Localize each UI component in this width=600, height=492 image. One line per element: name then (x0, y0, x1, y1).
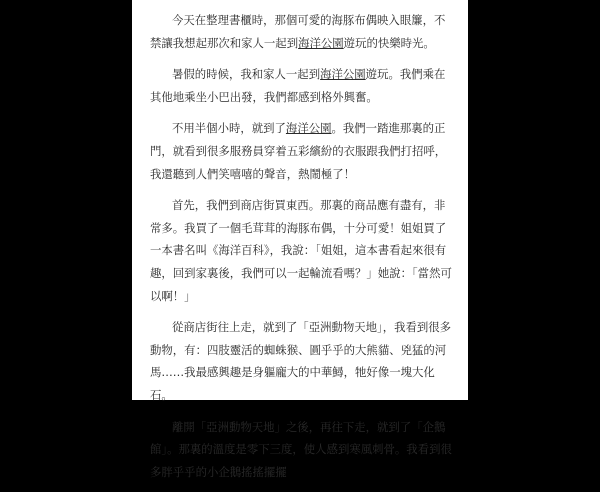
paragraph-text: 不用半個小時，就到了 (172, 121, 286, 136)
paragraph-text: 從商店街往上走，就到了「亞洲動物天地」，我看到很多動物，有：四肢靈活的蜘蛛猴、圓乎乎的大熊貓、兇猛的河馬……我最感興趣是身軀龐大的中華鱘，牠好像一塊大化石。 (150, 320, 452, 402)
ocean-park-link[interactable]: 海洋公園 (320, 67, 366, 82)
paragraph-text: 遊玩的快樂時光。 (343, 35, 435, 50)
paragraph-text: 首先，我們到商店街買東西。那裏的商品應有盡有，非常多。我買了一個毛茸茸的海豚布偶，十分可愛！姐姐買了一本書名叫《海洋百科》，我說：「姐姐，這本書看起來很有趣，回到家裏後，我們可以一起輪流看嗎？」她說：「當然可以啊！」 (150, 198, 452, 303)
paragraph (150, 9, 452, 54)
paragraph-text: 離開「亞洲動物天地」之後，再往下走，就到了「企鵝館」。那裏的溫度是零下三度，使人感到寒風刺骨。我看到很多胖乎乎的小企鵝搖搖擺擺 (150, 419, 452, 479)
paragraph (150, 117, 452, 185)
paragraph-text: 遊玩。我們乘在其他地乘坐小巴出發，我們都感到格外興奮。 (150, 67, 446, 104)
paragraph (150, 63, 452, 108)
document-page (132, 0, 468, 479)
ocean-park-link[interactable]: 海洋公園 (285, 121, 332, 136)
paragraph-text: 。我們一踏進那裏的正門，就看到很多服務員穿着五彩繽紛的衣服跟我們打招呼，我還聽到人們笑嘻嘻的聲音，熱鬧極了！ (150, 121, 447, 181)
paragraph (150, 416, 452, 484)
ocean-park-link[interactable]: 海洋公園 (298, 35, 344, 50)
paragraph-text: 暑假的時候，我和家人一起到 (172, 67, 321, 82)
paragraph-text: 今天在整理書櫃時，那個可愛的海豚布偶映入眼簾，不禁讓我想起那次和家人一起到 (150, 13, 446, 50)
article-body (150, 9, 452, 492)
paragraph (150, 316, 452, 406)
paragraph (150, 194, 452, 307)
